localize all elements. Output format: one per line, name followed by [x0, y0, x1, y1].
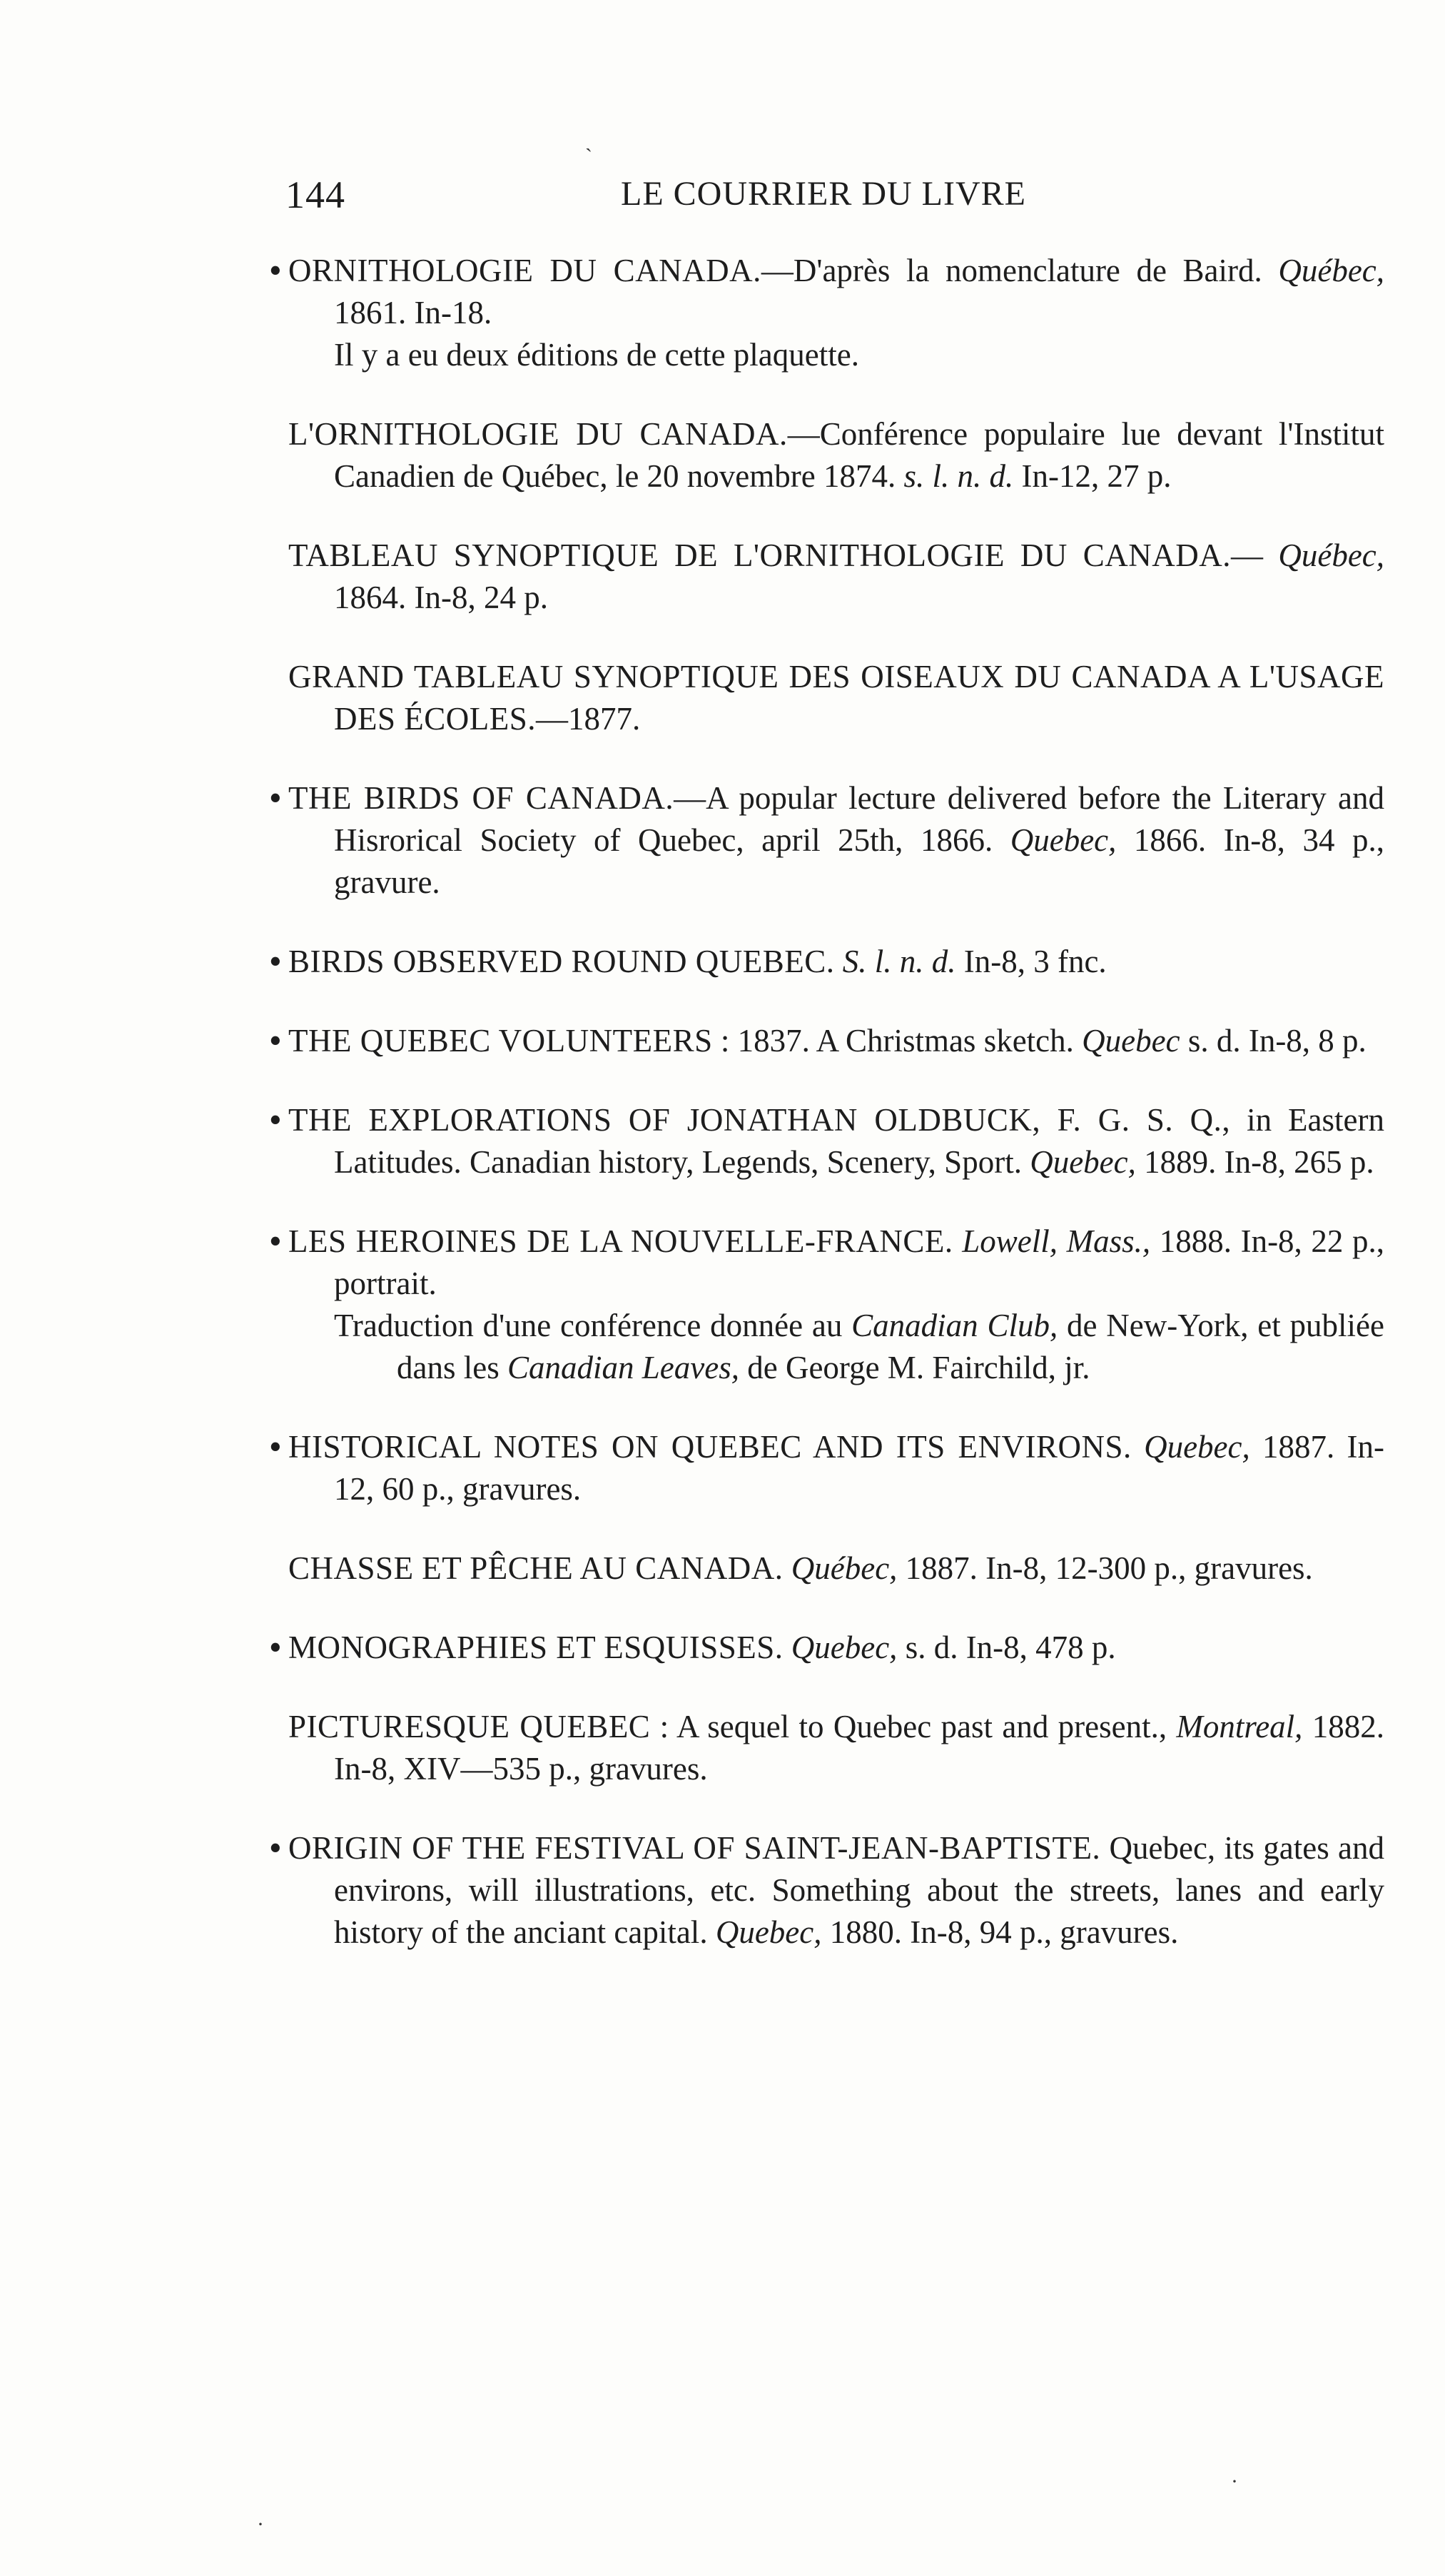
- entry-text: [953, 1223, 963, 1259]
- entry-rest: 1888. In-8, 22 p., portrait.: [334, 1223, 1385, 1301]
- entry-title: PICTURESQUE QUEBEC: [288, 1709, 651, 1744]
- entry-title: THE BIRDS OF CANADA.: [288, 780, 674, 816]
- bibliography-entry: [270, 1221, 1384, 1389]
- entry-place: Québec,: [791, 1550, 898, 1586]
- bibliography-entry: [270, 1827, 1384, 1954]
- entry-rest: 1861. In-18.: [334, 295, 492, 330]
- note-text: de George M. Fairchild, jr.: [739, 1350, 1090, 1385]
- entry-title: CHASSE ET PÊCHE AU CANADA.: [288, 1550, 784, 1586]
- scan-speck: ·: [1231, 2470, 1238, 2493]
- entry-text: [1132, 1429, 1144, 1465]
- entry-rest: 1889. In-8, 265 p.: [1135, 1144, 1374, 1180]
- entry-title: THE EXPLORATIONS OF JONATHAN OLDBUCK, F. G. S. Q.,: [288, 1102, 1231, 1138]
- entry-text: —A popular lecture delivered before the Literary and Hisrorical Society of Quebec, april 25th, 1866.: [334, 780, 1384, 858]
- entry-title: ORIGIN OF THE FESTIVAL OF SAINT-JEAN-BAPTISTE.: [288, 1830, 1101, 1866]
- page-header: [285, 173, 1384, 223]
- entry-title: MONOGRAPHIES ET ESQUISSES.: [288, 1630, 784, 1665]
- entry-place: s. l. n. d.: [903, 458, 1014, 494]
- entry-rest: In-12, 27 p.: [1013, 458, 1172, 494]
- entry-title: THE QUEBEC VOLUNTEERS: [288, 1023, 713, 1059]
- bibliography-entry: [270, 1547, 1384, 1590]
- entry-title: BIRDS OBSERVED ROUND QUEBEC.: [288, 944, 835, 979]
- entry-text: in Eastern Latitudes. Canadian history, Legends, Scenery, Sport.: [334, 1102, 1384, 1180]
- bibliography-entry: [270, 656, 1384, 740]
- entry-place: Quebec,: [1010, 822, 1117, 858]
- entry-rest: 1864. In-8, 24 p.: [334, 580, 548, 615]
- entry-place: Quebec: [1082, 1023, 1180, 1059]
- star-marker: •: [270, 253, 281, 288]
- bibliography-entry: [270, 1706, 1384, 1790]
- entry-rest: 1887. In-8, 12-300 p., gravures.: [897, 1550, 1313, 1586]
- entry-text: : A sequel to Quebec past and present.,: [650, 1709, 1177, 1744]
- entry-place: Montreal,: [1176, 1709, 1303, 1744]
- bibliography-entry: [270, 1627, 1384, 1669]
- scan-speck: ˎ: [585, 128, 592, 152]
- entry-rest: In-8, 3 fnc.: [955, 944, 1107, 979]
- entry-title: GRAND TABLEAU SYNOPTIQUE DES OISEAUX DU CANADA A L'USAGE DES ÉCOLES.: [288, 659, 1384, 737]
- note-italic: Canadian Club,: [851, 1308, 1058, 1343]
- entry-place: Lowell, Mass.,: [962, 1223, 1151, 1259]
- bibliography-list: [270, 250, 1384, 1991]
- entry-title: ORNITHOLOGIE DU CANADA.: [288, 253, 761, 288]
- note-italic: Canadian Leaves,: [507, 1350, 739, 1385]
- entry-place: Quebec,: [715, 1914, 822, 1950]
- star-marker: •: [270, 1102, 281, 1138]
- bibliography-entry: [270, 413, 1384, 497]
- bibliography-entry: [270, 250, 1384, 376]
- entry-text: —1877.: [536, 701, 641, 737]
- entry-text: [834, 944, 842, 979]
- entry-rest: 1866. In-8, 34 p., gravure.: [334, 822, 1384, 900]
- entry-text: [784, 1550, 791, 1586]
- entry-rest: s. d. In-8, 478 p.: [897, 1630, 1116, 1665]
- entry-title: LES HEROINES DE LA NOUVELLE-FRANCE.: [288, 1223, 953, 1259]
- page-number: 144: [285, 173, 345, 216]
- entry-text: : 1837. A Christmas sketch.: [712, 1023, 1083, 1059]
- star-marker: •: [270, 1429, 281, 1465]
- entry-rest: 1887. In-12, 60 p., gravures.: [334, 1429, 1384, 1507]
- entry-title: TABLEAU SYNOPTIQUE DE L'ORNITHOLOGIE DU CANADA.: [288, 537, 1231, 573]
- star-marker: •: [270, 780, 281, 816]
- star-marker: •: [270, 944, 281, 979]
- entry-note: Il y a eu deux éditions de cette plaquette.: [334, 337, 859, 373]
- running-title: LE COURRIER DU LIVRE: [621, 175, 1026, 213]
- entry-place: Québec,: [1278, 537, 1385, 573]
- bibliography-entry: [270, 777, 1384, 904]
- entry-text: —D'après la nomenclature de Baird.: [761, 253, 1279, 288]
- bibliography-entry: [270, 1426, 1384, 1510]
- entry-title: L'ORNITHOLOGIE DU CANADA.: [288, 416, 788, 452]
- bibliography-entry: [270, 1020, 1384, 1062]
- bibliography-entry: [270, 941, 1384, 983]
- entry-title: HISTORICAL NOTES ON QUEBEC AND ITS ENVIRONS.: [288, 1429, 1132, 1465]
- note-text: de New-York, et publiée dans les: [397, 1308, 1384, 1385]
- scan-speck: ·: [257, 2512, 264, 2536]
- entry-place: Quebec,: [1144, 1429, 1250, 1465]
- entry-text: —Conférence populaire lue devant l'Institut Canadien de Québec, le 20 novembre 1874.: [334, 416, 1384, 494]
- entry-place: S. l. n. d.: [842, 944, 956, 979]
- note-text: Traduction d'une conférence donnée au: [334, 1308, 852, 1343]
- entry-text: —: [1230, 537, 1279, 573]
- star-marker: •: [270, 1223, 281, 1259]
- entry-place: Quebec,: [791, 1630, 898, 1665]
- entry-rest: 1882. In-8, XIV—535 p., gravures.: [334, 1709, 1384, 1787]
- entry-note: [270, 1305, 1384, 1389]
- entry-place: Québec,: [1278, 253, 1385, 288]
- entry-rest: 1880. In-8, 94 p., gravures.: [821, 1914, 1179, 1950]
- bibliography-entry: [270, 1099, 1384, 1183]
- star-marker: •: [270, 1830, 281, 1866]
- entry-text: [784, 1630, 791, 1665]
- star-marker: •: [270, 1023, 281, 1059]
- entry-text: Quebec, its gates and environs, will illustrations, etc. Something about the streets, lanes and early history of the anciant capital.: [334, 1830, 1384, 1950]
- star-marker: •: [270, 1630, 281, 1665]
- bibliography-entry: [270, 535, 1384, 619]
- entry-place: Quebec,: [1030, 1144, 1136, 1180]
- entry-rest: s. d. In-8, 8 p.: [1180, 1023, 1367, 1059]
